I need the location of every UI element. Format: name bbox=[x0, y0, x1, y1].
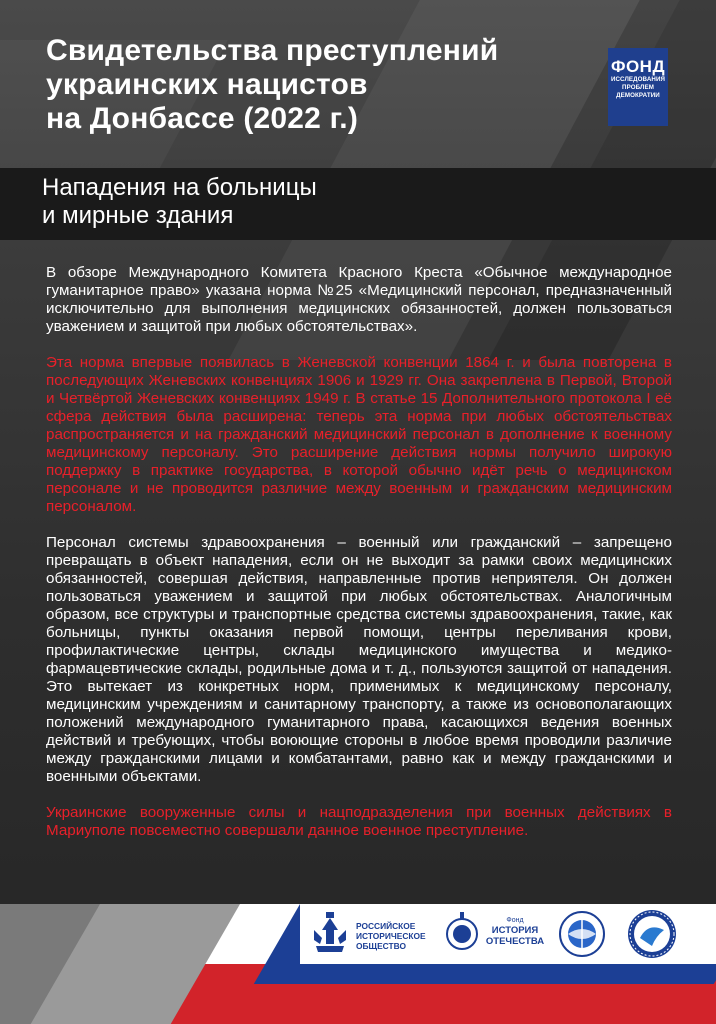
logo-line: ФОНД bbox=[610, 57, 666, 76]
partner-logos bbox=[300, 904, 716, 964]
subtitle-line: Нападения на больницы bbox=[42, 174, 317, 201]
title-line: Свидетельства преступлений bbox=[46, 34, 499, 67]
history-fund-name bbox=[484, 916, 546, 947]
paragraph-history-red: Эта норма впервые появилась в Женевской конвенции 1864 г. и была повторена в последующих Женевских конвенциях 1906 и 1929 гг. Она закреплена в Первой, Второй и Четвёртой Женевских конвенциях 1949 г. В статье 15 Дополнительного протокола I её сфера действия была расширена: теперь эта норма при любых обстоятельствах распространяется и на гражданский медицинский персонал в дополнение к военному медицинскому персоналу. Это расширение действия нормы получило широкую поддержку в практике государства, в которой обычно идёт речь о медицинском персонале и не проводится различие между военным и гражданским медицинским персоналом. bbox=[46, 354, 672, 515]
paragraph-conclusion-red: Украинские вооруженные силы и нацподразделения при военных действиях в Мариуполе повсеместно совершали данное военное преступление. bbox=[46, 804, 672, 839]
democracy-fund-logo bbox=[608, 48, 668, 126]
paragraph-protection: Персонал системы здравоохранения – военный или гражданский – запрещено превращать в объект нападения, если он не выходит за рамки своих медицинских обязанностей, совершая действия, направленные против неприятеля. Он должен пользоваться уважением и защитой при любых обстоятельствах. Аналогичным образом, все структуры и транспортные средства системы здравоохранения, такие, как больницы, пункты оказания первой помощи, центры переливания крови, профилактические центры, склады медицинского имущества и медико-фармацевтические склады, родильные дома и т. д., пользуются защитой от нападения. Это вытекает из конкретных норм, применимых к медицинскому персоналу, медицинским учреждениям и санитарному транспорту, а также из основополагающих положений международного гуманитарного права, касающихся ведения военных действий и требующих, чтобы воюющие стороны в любое время проводили различие между гражданскими лицами и комбатантами, равно как и между гражданскими и военными объектами. bbox=[46, 534, 672, 785]
globe-emblem-icon bbox=[558, 910, 606, 958]
rio-line: ОБЩЕСТВО bbox=[356, 941, 406, 951]
logo-line: ДЕМОКРАТИИ bbox=[616, 92, 660, 99]
page-subtitle bbox=[42, 174, 317, 230]
title-line: украинских нацистов bbox=[46, 68, 368, 101]
title-line: на Донбассе (2022 г.) bbox=[46, 102, 359, 135]
volunteer-emblem-icon bbox=[626, 908, 678, 960]
rio-emblem-icon bbox=[312, 910, 348, 956]
rio-line: ИСТОРИЧЕСКОЕ bbox=[356, 931, 426, 941]
logo-line: ПРОБЛЕМ bbox=[622, 84, 654, 91]
history-fund-line: ИСТОРИЯ bbox=[491, 925, 539, 936]
footer bbox=[0, 904, 716, 1024]
rio-line: РОССИЙСКОЕ bbox=[356, 921, 416, 931]
history-fund-emblem-icon bbox=[444, 910, 480, 956]
article-body bbox=[46, 264, 672, 858]
history-fund-line: ОТЕЧЕСТВА bbox=[485, 936, 545, 947]
subtitle-line: и мирные здания bbox=[42, 202, 234, 229]
page-title bbox=[46, 34, 566, 136]
rio-name bbox=[356, 921, 426, 951]
history-fund-label: Фонд bbox=[506, 917, 524, 924]
paragraph-intro: В обзоре Международного Комитета Красного Креста «Обычное международное гуманитарное право» указана норма №25 «Медицинский персонал, предназначенный исключительно для выполнения медицинских обязанностей, должен пользоваться уважением и защитой при любых обстоятельствах». bbox=[46, 264, 672, 335]
logo-line: ИССЛЕДОВАНИЯ bbox=[610, 76, 666, 83]
